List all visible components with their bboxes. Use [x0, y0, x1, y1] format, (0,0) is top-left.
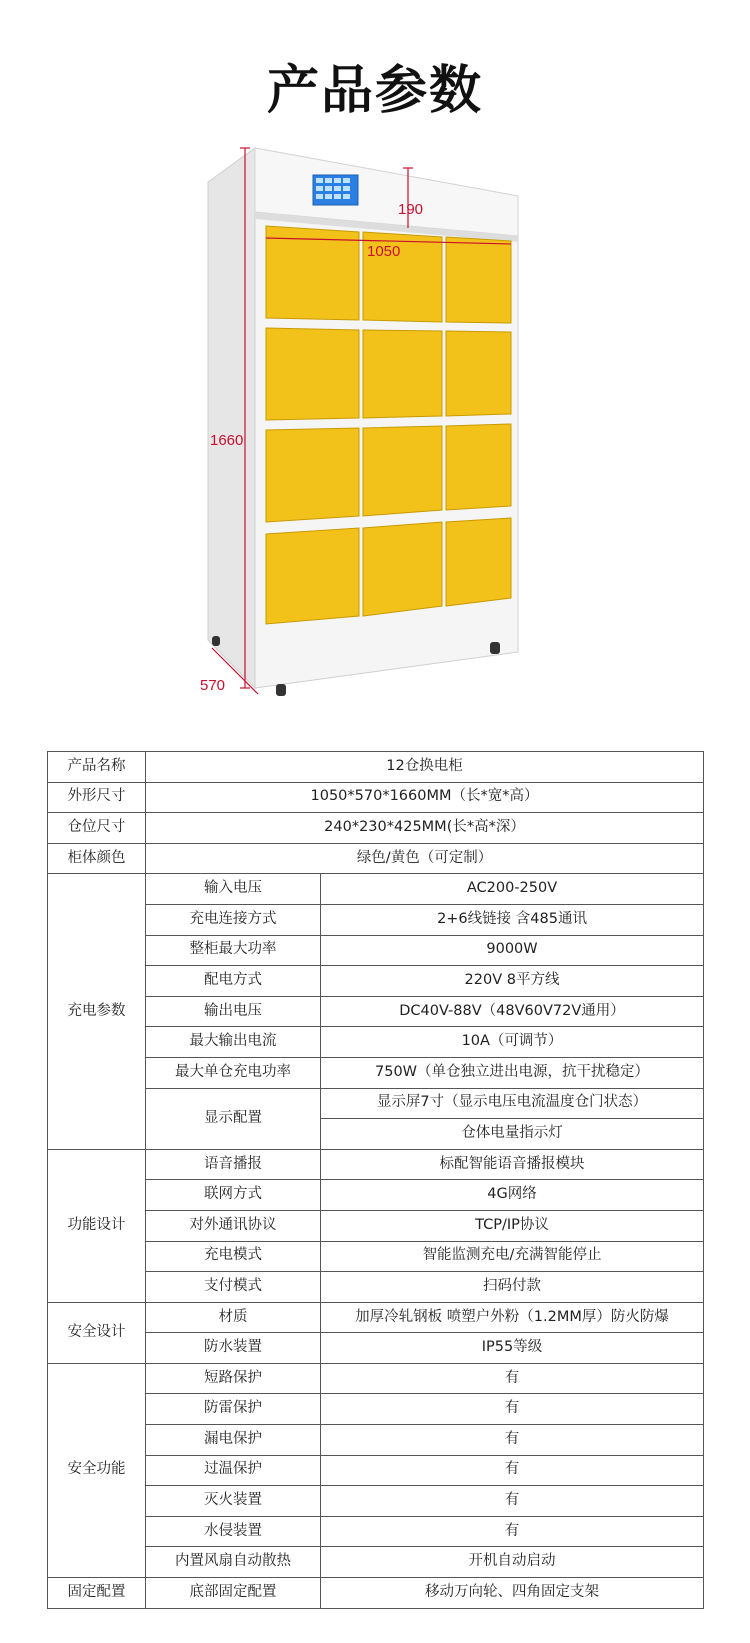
row-label: 内置风扇自动散热: [146, 1547, 321, 1578]
row-value: IP55等级: [321, 1333, 704, 1364]
door: [363, 330, 442, 418]
table-row: [48, 1210, 704, 1241]
table-row: [48, 1333, 704, 1364]
door: [266, 528, 359, 624]
row-value: 2+6线链接 含485通讯: [321, 904, 704, 935]
row-value: 1050*570*1660MM（长*宽*高）: [146, 782, 704, 813]
row-value: 标配智能语音播报模块: [321, 1149, 704, 1180]
row-value: 扫码付款: [321, 1272, 704, 1303]
table-row: [48, 1057, 704, 1088]
row-value: 240*230*425MM(长*高*深）: [146, 813, 704, 844]
row-label: 材质: [146, 1302, 321, 1333]
row-value: 移动万向轮、四角固定支架: [321, 1578, 704, 1609]
row-label: 充电连接方式: [146, 904, 321, 935]
table-row: [48, 904, 704, 935]
table-row: [48, 1272, 704, 1303]
door: [446, 518, 511, 606]
table-row: [48, 782, 704, 813]
table-row: [48, 813, 704, 844]
row-label: 短路保护: [146, 1363, 321, 1394]
row-label: 输入电压: [146, 874, 321, 905]
row-value: 显示屏7寸（显示电压电流温度仓门状态）: [321, 1088, 704, 1119]
cabinet-side-panel: [208, 148, 255, 688]
row-value: 10A（可调节）: [321, 1027, 704, 1058]
row-value: 开机自动启动: [321, 1547, 704, 1578]
table-row: [48, 1425, 704, 1456]
group-label: 功能设计: [48, 1149, 146, 1302]
row-label: 柜体颜色: [48, 843, 146, 874]
row-label: 输出电压: [146, 996, 321, 1027]
row-label: 灭火装置: [146, 1486, 321, 1517]
table-row: [48, 1241, 704, 1272]
row-value: 750W（单仓独立进出电源，抗干扰稳定）: [321, 1057, 704, 1088]
dimension-width: 1050: [367, 243, 401, 260]
group-label: 固定配置: [48, 1578, 146, 1609]
table-row: [48, 1455, 704, 1486]
row-label: 水侵装置: [146, 1516, 321, 1547]
row-label: 语音播报: [146, 1149, 321, 1180]
door: [446, 424, 511, 510]
page-title: 产品参数: [266, 61, 483, 121]
table-row: [48, 1027, 704, 1058]
row-value: 有: [321, 1363, 704, 1394]
row-label: 联网方式: [146, 1180, 321, 1211]
row-value: DC40V-88V（48V60V72V通用）: [321, 996, 704, 1027]
row-label: 产品名称: [48, 752, 146, 783]
row-label: 底部固定配置: [146, 1578, 321, 1609]
row-value: 绿色/黄色（可定制）: [146, 843, 704, 874]
group-label: 安全功能: [48, 1363, 146, 1577]
door: [446, 331, 511, 416]
row-value: 9000W: [321, 935, 704, 966]
table-row: [48, 1363, 704, 1394]
spec-table: [47, 751, 704, 1609]
row-value: 加厚冷轧钢板 喷塑户外粉（1.2MM厚）防火防爆: [321, 1302, 704, 1333]
table-row: [48, 1486, 704, 1517]
table-row: [48, 752, 704, 783]
row-value: 有: [321, 1394, 704, 1425]
table-row: [48, 966, 704, 997]
row-value: 4G网络: [321, 1180, 704, 1211]
cabinet-illustration: [0, 0, 750, 740]
table-row: [48, 1088, 704, 1119]
row-label: 最大输出电流: [146, 1027, 321, 1058]
row-value: 有: [321, 1486, 704, 1517]
row-value: 220V 8平方线: [321, 966, 704, 997]
table-row: [48, 1149, 704, 1180]
row-label: 显示配置: [146, 1088, 321, 1149]
row-label: 对外通讯协议: [146, 1210, 321, 1241]
table-row: [48, 843, 704, 874]
door: [266, 428, 359, 522]
row-label: 过温保护: [146, 1455, 321, 1486]
dimension-depth: 570: [200, 677, 226, 694]
row-label: 充电模式: [146, 1241, 321, 1272]
table-row: [48, 874, 704, 905]
door: [363, 522, 442, 616]
row-value: 仓体电量指示灯: [321, 1119, 704, 1150]
dimension-height: 1660: [210, 432, 244, 449]
row-label: 最大单仓充电功率: [146, 1057, 321, 1088]
row-value: 有: [321, 1516, 704, 1547]
row-value: AC200-250V: [321, 874, 704, 905]
row-label: 配电方式: [146, 966, 321, 997]
row-value: 12仓换电柜: [146, 752, 704, 783]
table-row: [48, 1578, 704, 1609]
row-label: 防雷保护: [146, 1394, 321, 1425]
group-label: 安全设计: [48, 1302, 146, 1363]
table-row: [48, 1516, 704, 1547]
table-row: [48, 1394, 704, 1425]
row-label: 漏电保护: [146, 1425, 321, 1456]
group-label: 充电参数: [48, 874, 146, 1149]
row-label: 整柜最大功率: [146, 935, 321, 966]
table-row: [48, 1302, 704, 1333]
display-screen: [313, 175, 358, 205]
row-value: 有: [321, 1425, 704, 1456]
row-label: 仓位尺寸: [48, 813, 146, 844]
row-label: 防水装置: [146, 1333, 321, 1364]
row-value: TCP/IP协议: [321, 1210, 704, 1241]
door: [363, 426, 442, 516]
table-row: [48, 1180, 704, 1211]
dimension-top-height: 190: [398, 201, 424, 218]
table-row: [48, 996, 704, 1027]
row-value: 智能监测充电/充满智能停止: [321, 1241, 704, 1272]
row-label: 支付模式: [146, 1272, 321, 1303]
table-row: [48, 935, 704, 966]
door: [266, 328, 359, 420]
door: [446, 237, 511, 323]
table-row: [48, 1547, 704, 1578]
row-label: 外形尺寸: [48, 782, 146, 813]
row-value: 有: [321, 1455, 704, 1486]
